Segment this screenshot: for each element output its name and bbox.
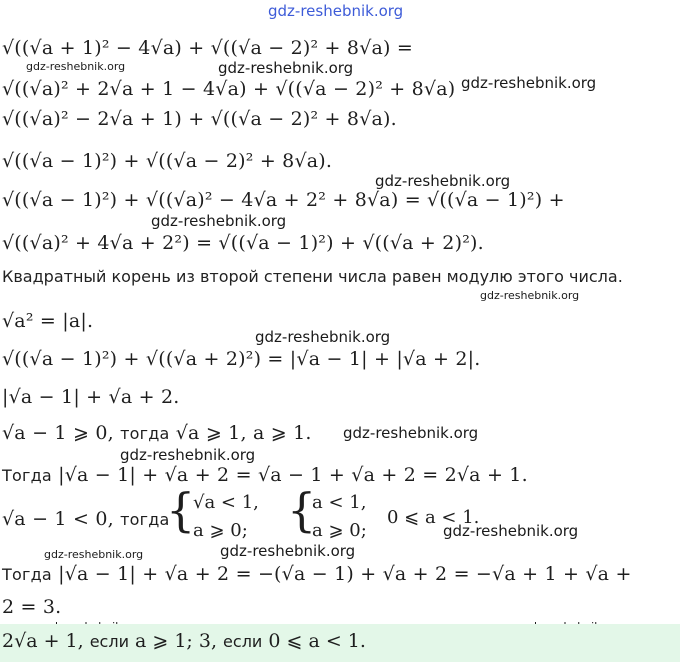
step-line-6: √((√a)² + 4√a + 2²) = √((√a − 1)²) + √((√a + 2)²). <box>2 232 484 254</box>
watermark: gdz-reshebnik.org <box>26 60 126 73</box>
system-1-row-2: a ⩾ 0; <box>193 520 248 541</box>
math: √a − 1 ⩾ 0, <box>2 422 114 444</box>
watermark: gdz-reshebnik.org <box>255 328 391 346</box>
math: √a − 1 < 0, <box>2 508 114 530</box>
word: тогда <box>120 510 170 529</box>
step-line-4: √((√a − 1)²) + √((√a − 2)² + 8√a). <box>2 150 333 172</box>
step-line-8: √((√a − 1)²) + √((√a + 2)²) = |√a − 1| + |√a + 2|. <box>2 348 481 370</box>
math: √a ⩾ 1, a ⩾ 1. <box>175 422 312 444</box>
watermark: gdz-reshebnik.org <box>443 522 579 540</box>
watermark: gdz-reshebnik.org <box>44 548 144 561</box>
step-line-14: 2 = 3. <box>2 596 62 618</box>
math: |√a − 1| + √a + 2 = −(√a − 1) + √a + 2 = −√a + 1 + √a + <box>58 563 632 585</box>
system-brace: { <box>287 483 317 537</box>
answer-math: a ⩾ 1; 3, <box>135 630 217 652</box>
word: Тогда <box>2 466 52 485</box>
watermark: gdz-reshebnik.org <box>480 289 580 302</box>
step-line-13 <box>2 561 632 588</box>
rule-text: Квадратный корень из второй степени числа равен модулю этого числа. <box>2 267 623 286</box>
watermark: gdz-reshebnik.org <box>218 59 354 77</box>
step-line-11 <box>2 462 528 489</box>
step-line-9: |√a − 1| + √a + 2. <box>2 386 180 408</box>
system-result: 0 ⩽ a < 1. <box>387 507 480 528</box>
watermark: gdz-reshebnik.org <box>461 74 597 92</box>
step-line-2: √((√a)² + 2√a + 1 − 4√a) + √((√a − 2)² + 8√a) <box>2 78 456 100</box>
step-line-5: √((√a − 1)²) + √((√a)² − 4√a + 2² + 8√a) = √((√a − 1)²) + <box>2 189 565 211</box>
watermark: gdz-reshebnik.org <box>220 542 356 560</box>
step-line-3: √((√a)² − 2√a + 1) + √((√a − 2)² + 8√a). <box>2 108 397 130</box>
system-2-row-1: a < 1, <box>312 492 367 513</box>
answer-word: если <box>223 632 263 651</box>
watermark: gdz-reshebnik.org <box>120 446 256 464</box>
step-line-10 <box>2 420 312 447</box>
answer-math: 0 ⩽ a < 1. <box>268 630 366 652</box>
step-line-1: √((√a + 1)² − 4√a) + √((√a − 2)² + 8√a) = <box>2 37 413 59</box>
answer-word: если <box>89 632 129 651</box>
step-line-7: √a² = |a|. <box>2 310 94 332</box>
math: |√a − 1| + √a + 2 = √a − 1 + √a + 2 = 2√a + 1. <box>58 464 528 486</box>
watermark: gdz-reshebnik.org <box>343 424 479 442</box>
word: Тогда <box>2 565 52 584</box>
watermark: gdz-reshebnik.org <box>151 212 287 230</box>
system-2-row-2: a ⩾ 0; <box>312 520 367 541</box>
system-1-row-1: √a < 1, <box>193 492 259 513</box>
step-line-12 <box>2 506 170 533</box>
system-brace: { <box>166 483 196 537</box>
answer-math: 2√a + 1, <box>2 630 84 652</box>
watermark: gdz-reshebnik.org <box>375 172 511 190</box>
top-watermark: gdz-reshebnik.org <box>268 2 404 20</box>
word: тогда <box>120 424 170 443</box>
answer <box>2 630 366 652</box>
